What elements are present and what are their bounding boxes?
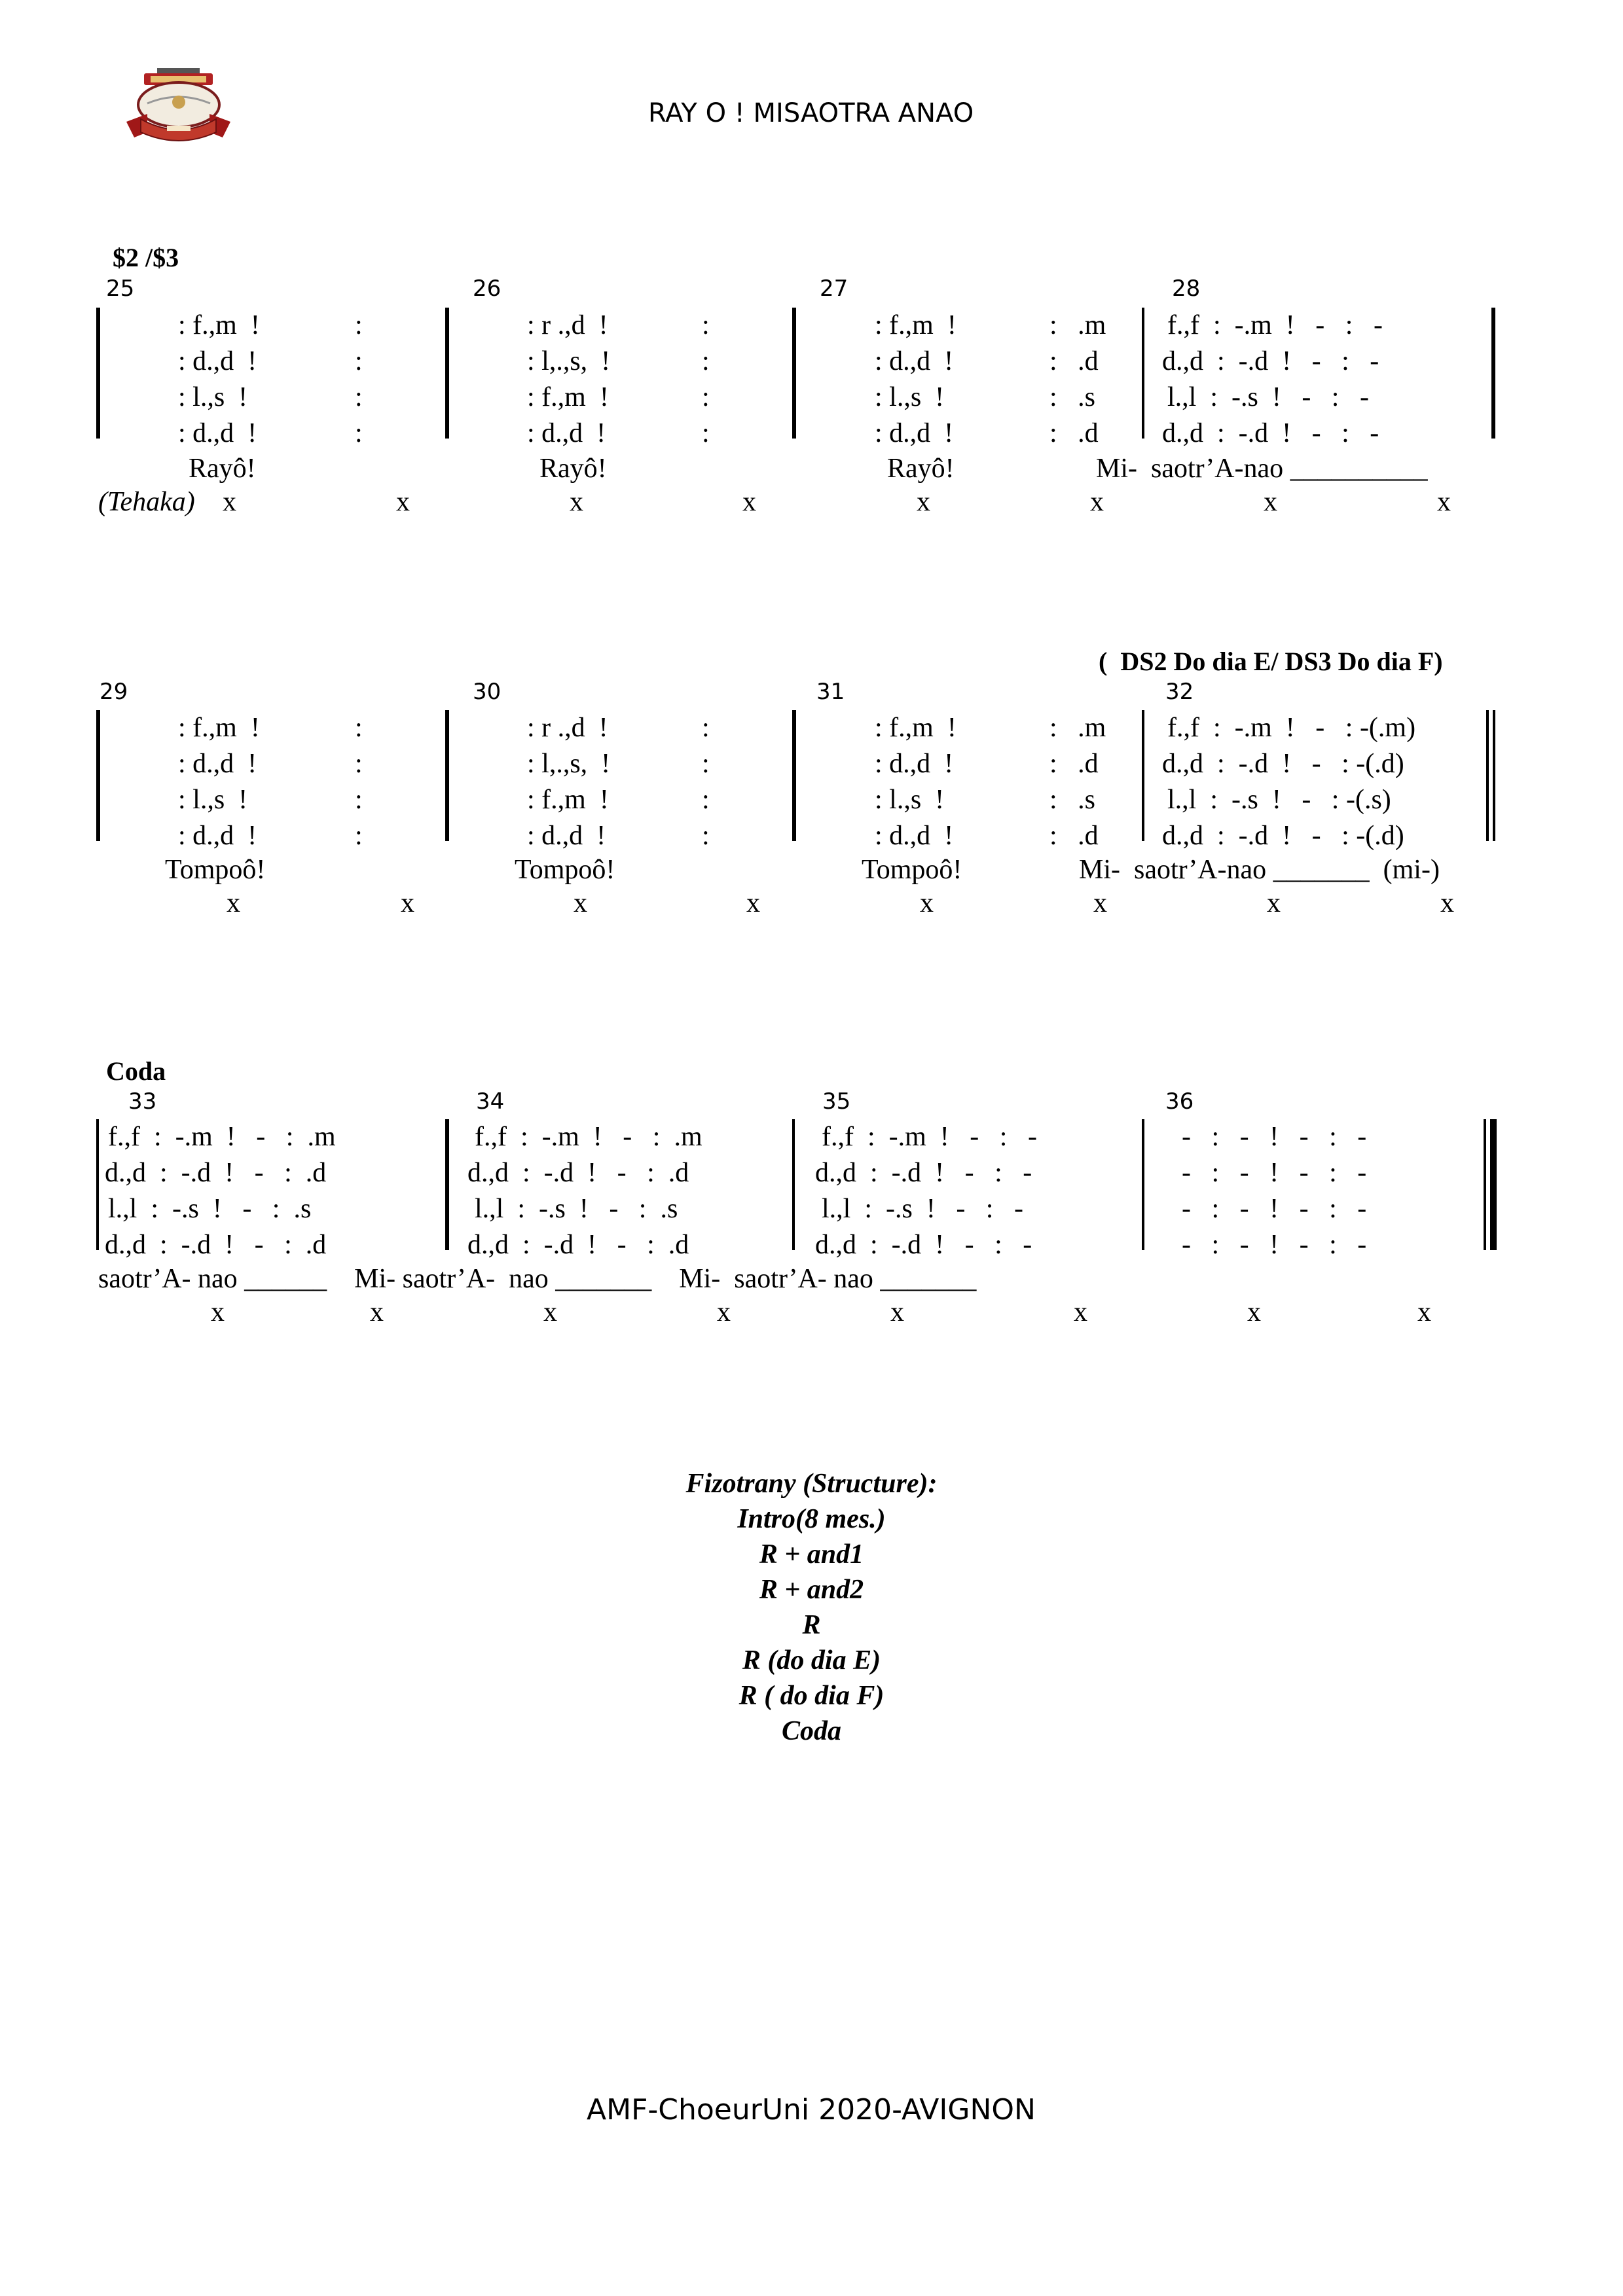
solfa-alto: d.,d : -.d ! - : .d xyxy=(467,1158,689,1188)
solfa-bass: : d.,d ! xyxy=(527,418,606,448)
solfa-soprano: : f.,m ! xyxy=(875,713,957,743)
barline xyxy=(445,710,449,841)
solfa-alto: : xyxy=(702,749,710,779)
measure-number: 26 xyxy=(473,276,501,302)
measure-number: 36 xyxy=(1165,1088,1194,1115)
clap-mark: x xyxy=(742,487,756,517)
measure-number: 31 xyxy=(816,679,845,705)
lyric: Mi- saotr’A-nao _______ (mi-) xyxy=(1079,855,1440,885)
solfa-soprano: : xyxy=(355,310,363,340)
section-label: $2 /$3 xyxy=(113,243,179,272)
barline xyxy=(792,710,796,841)
clap-mark: x xyxy=(1437,487,1451,517)
solfa-bass: - : - ! - : - xyxy=(1182,1230,1367,1260)
clap-mark: x xyxy=(1417,1297,1431,1327)
choir-crest-icon xyxy=(121,64,236,148)
barline xyxy=(96,308,100,439)
solfa-bass: : xyxy=(702,418,710,448)
solfa-alto: : .d xyxy=(1049,749,1099,779)
solfa-soprano: f.,f : -.m ! - : .m xyxy=(475,1122,702,1152)
solfa-alto: : xyxy=(702,346,710,376)
solfa-tenor: l.,l : -.s ! - : .s xyxy=(475,1194,678,1224)
solfa-alto: : d.,d ! xyxy=(178,749,257,779)
solfa-bass: : .d xyxy=(1049,821,1099,851)
solfa-alto: : xyxy=(355,749,363,779)
solfa-bass: d.,d : -.d ! - : - xyxy=(1162,418,1379,448)
solfa-soprano: : xyxy=(355,713,363,743)
solfa-tenor: : f.,m ! xyxy=(527,785,609,815)
solfa-tenor: : .s xyxy=(1049,382,1096,412)
solfa-alto: : .d xyxy=(1049,346,1099,376)
clap-mark: x xyxy=(570,487,583,517)
solfa-bass: d.,d : -.d ! - : - xyxy=(815,1230,1032,1260)
solfa-soprano: f.,f : -.m ! - : -(.m) xyxy=(1167,713,1416,743)
solfa-tenor: : l.,s ! xyxy=(178,785,248,815)
barline xyxy=(445,1119,449,1250)
solfa-tenor: : .s xyxy=(1049,785,1096,815)
solfa-alto: d.,d : -.d ! - : .d xyxy=(105,1158,327,1188)
structure-item: R xyxy=(802,1610,821,1640)
clap-mark: x xyxy=(917,487,930,517)
solfa-bass: : xyxy=(702,821,710,851)
solfa-alto: : d.,d ! xyxy=(178,346,257,376)
solfa-bass: : d.,d ! xyxy=(178,821,257,851)
clap-mark: x xyxy=(401,888,414,918)
solfa-alto: : l,.,s, ! xyxy=(527,346,611,376)
footer-text: AMF-ChoeurUni 2020-AVIGNON xyxy=(587,2093,1036,2126)
solfa-soprano: f.,f : -.m ! - : .m xyxy=(108,1122,336,1152)
solfa-bass: : d.,d ! xyxy=(875,418,954,448)
solfa-tenor: l.,l : -.s ! - : - xyxy=(822,1194,1023,1224)
solfa-bass: : d.,d ! xyxy=(875,821,954,851)
clap-mark: x xyxy=(227,888,240,918)
measure-number: 28 xyxy=(1172,276,1201,302)
measure-number: 30 xyxy=(473,679,501,705)
clap-mark: x xyxy=(223,487,236,517)
solfa-alto: : d.,d ! xyxy=(875,749,954,779)
clap-mark: x xyxy=(543,1297,557,1327)
structure-item: Intro(8 mes.) xyxy=(737,1504,886,1534)
clap-mark: x xyxy=(574,888,587,918)
clap-mark: x xyxy=(396,487,410,517)
solfa-bass: : xyxy=(355,821,363,851)
solfa-tenor: l.,l : -.s ! - : -(.s) xyxy=(1167,785,1391,815)
solfa-bass: : xyxy=(355,418,363,448)
measure-number: 32 xyxy=(1165,679,1194,705)
solfa-soprano: : f.,m ! xyxy=(178,713,260,743)
clap-mark: x xyxy=(1247,1297,1261,1327)
clap-mark: x xyxy=(1074,1297,1087,1327)
final-barline xyxy=(1484,1119,1486,1250)
solfa-soprano: : f.,m ! xyxy=(875,310,957,340)
song-title: RAY O ! MISAOTRA ANAO xyxy=(648,98,974,128)
structure-heading: Fizotrany (Structure): xyxy=(685,1469,938,1499)
final-barline xyxy=(1490,1119,1497,1250)
measure-number: 35 xyxy=(822,1088,851,1115)
double-barline xyxy=(1486,710,1489,841)
solfa-soprano: f.,f : -.m ! - : - xyxy=(822,1122,1037,1152)
structure-item: Coda xyxy=(781,1716,841,1746)
dal-segno-direction: ( DS2 Do dia E/ DS3 Do dia F) xyxy=(1099,647,1443,676)
lyric: Rayô! xyxy=(887,454,955,484)
lyric: Tompoô! xyxy=(165,855,266,885)
solfa-alto: d.,d : -.d ! - : - xyxy=(1162,346,1379,376)
solfa-soprano: : xyxy=(702,713,710,743)
solfa-soprano: : xyxy=(702,310,710,340)
lyric: Tompoô! xyxy=(862,855,962,885)
measure-number: 34 xyxy=(476,1088,505,1115)
clap-mark: x xyxy=(1267,888,1281,918)
lyric: saotr’A- nao ______ Mi- saotr’A- nao _______ Mi- saotr’A- nao _______ xyxy=(98,1264,977,1294)
barline xyxy=(445,308,449,439)
clap-mark: x xyxy=(890,1297,904,1327)
solfa-bass: : d.,d ! xyxy=(527,821,606,851)
solfa-tenor: : xyxy=(702,785,710,815)
solfa-tenor: : xyxy=(702,382,710,412)
lyric: Rayô! xyxy=(539,454,607,484)
solfa-bass: d.,d : -.d ! - : .d xyxy=(105,1230,327,1260)
solfa-soprano: : r .,d ! xyxy=(527,310,608,340)
solfa-tenor: - : - ! - : - xyxy=(1182,1194,1367,1224)
solfa-tenor: l.,l : -.s ! - : - xyxy=(1167,382,1369,412)
barline xyxy=(792,308,796,439)
solfa-soprano: : .m xyxy=(1049,713,1106,743)
measure-number: 29 xyxy=(100,679,128,705)
measure-number: 27 xyxy=(820,276,848,302)
clap-mark: x xyxy=(211,1297,225,1327)
structure-item: R ( do dia F) xyxy=(739,1681,884,1711)
solfa-tenor: : xyxy=(355,785,363,815)
clap-mark: x xyxy=(370,1297,384,1327)
solfa-soprano: f.,f : -.m ! - : - xyxy=(1167,310,1383,340)
clap-mark: x xyxy=(1440,888,1454,918)
solfa-soprano: : .m xyxy=(1049,310,1106,340)
structure-item: R + and1 xyxy=(759,1539,864,1570)
solfa-alto: - : - ! - : - xyxy=(1182,1158,1367,1188)
clap-mark: x xyxy=(746,888,760,918)
solfa-tenor: : xyxy=(355,382,363,412)
solfa-tenor: : l.,s ! xyxy=(875,785,945,815)
lyric: Mi- saotr’A-nao __________ xyxy=(1096,454,1428,484)
solfa-alto: : l,.,s, ! xyxy=(527,749,611,779)
measure-number: 33 xyxy=(128,1088,157,1115)
barline xyxy=(1142,710,1144,841)
solfa-alto: d.,d : -.d ! - : -(.d) xyxy=(1162,749,1404,779)
solfa-soprano: : r .,d ! xyxy=(527,713,608,743)
solfa-tenor: : l.,s ! xyxy=(178,382,248,412)
structure-item: R + and2 xyxy=(759,1575,864,1605)
lyric: Rayô! xyxy=(189,454,256,484)
choir-logo xyxy=(121,64,236,148)
solfa-bass: : d.,d ! xyxy=(178,418,257,448)
double-barline xyxy=(1493,710,1495,841)
solfa-bass: : .d xyxy=(1049,418,1099,448)
clap-mark: x xyxy=(1090,487,1104,517)
barline xyxy=(1142,308,1144,439)
section-label: Coda xyxy=(106,1056,166,1086)
solfa-soprano: : f.,m ! xyxy=(178,310,260,340)
barline xyxy=(792,1119,795,1250)
solfa-alto: d.,d : -.d ! - : - xyxy=(815,1158,1032,1188)
clap-mark: x xyxy=(1093,888,1107,918)
solfa-alto: : d.,d ! xyxy=(875,346,954,376)
solfa-tenor: : f.,m ! xyxy=(527,382,609,412)
clap-mark: x xyxy=(1264,487,1277,517)
structure-item: R (do dia E) xyxy=(742,1645,881,1676)
solfa-tenor: : l.,s ! xyxy=(875,382,945,412)
clap-mark: x xyxy=(717,1297,731,1327)
measure-number: 25 xyxy=(106,276,135,302)
barline xyxy=(96,710,100,841)
clap-mark: x xyxy=(920,888,934,918)
barline xyxy=(96,1119,99,1250)
solfa-bass: d.,d : -.d ! - : .d xyxy=(467,1230,689,1260)
barline xyxy=(1491,308,1495,439)
lyric: Tompoô! xyxy=(515,855,615,885)
solfa-tenor: l.,l : -.s ! - : .s xyxy=(108,1194,312,1224)
solfa-soprano: - : - ! - : - xyxy=(1182,1122,1367,1152)
solfa-alto: : xyxy=(355,346,363,376)
barline xyxy=(1142,1119,1144,1250)
clap-label: (Tehaka) xyxy=(98,487,195,517)
solfa-bass: d.,d : -.d ! - : -(.d) xyxy=(1162,821,1404,851)
